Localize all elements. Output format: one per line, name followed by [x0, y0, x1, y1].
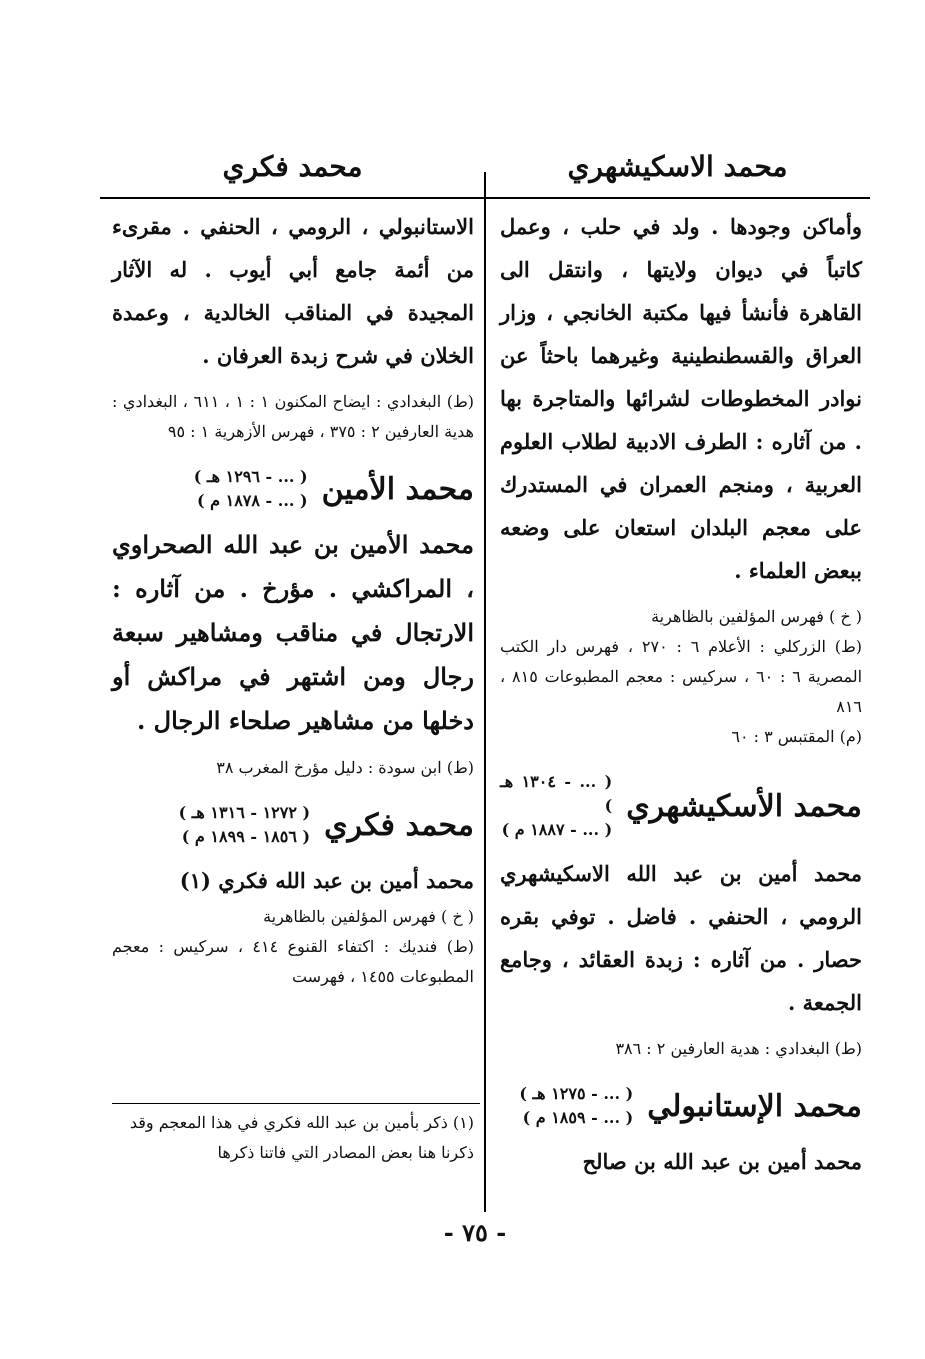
footnote: (١) ذكر بأمين بن عبد الله فكري في هذا المعجم وقد ذكرنا هنا بعض المصادر التي فاتنا ذكرها — [129, 1113, 474, 1162]
column-divider — [484, 172, 486, 1212]
entry-dates — [179, 801, 311, 849]
right-intro-ref-1: ( خ ) فهرس المؤلفين بالظاهرية — [651, 607, 862, 626]
left-intro-ref: (ط) البغدادي : ايضاح المكنون ١ : ١ ، ٦١١ ، البغدادي : هدية العارفين ٢ : ٣٧٥ ، فهرس الأزهرية ١ : ٩٥ — [112, 392, 475, 441]
entry-date-gregorian: ( ١٨٥٦ - ١٨٩٩ م ) — [181, 827, 311, 846]
entry-name: محمد الأسكيشهري — [626, 788, 862, 824]
entry-date-hijri: ( ... - ١٣٠٤ هـ ) — [500, 772, 613, 815]
entry-body: محمد أمين بن عبد الله الاسكيشهري الرومي ، الحنفي . فاضل . توفي بقره حصار . من آثاره : زبدة العقائد ، وجامع الجمعة . — [500, 861, 862, 1015]
right-column — [500, 205, 862, 1183]
entry-body: محمد أمين بن عبد الله فكري (١) — [179, 868, 474, 893]
entry-name: محمد الأمين — [321, 471, 474, 507]
right-column-header: محمد الاسكيشهري — [567, 150, 788, 183]
entry-body: محمد أمين بن عبد الله بن صالح — [582, 1149, 862, 1174]
entry-name: محمد الإستانبولي — [647, 1088, 862, 1124]
entry-body: محمد الأمين بن عبد الله الصحراوي ، المراكشي . مؤرخ . من آثاره : الارتجال في مناقب ومشاهير سبعة رجال ومن اشتهر في مراكش أو دخلها من مشاهير صلحاء الرجال . — [112, 530, 474, 735]
right-intro-text: وأماكن وجودها . ولد في حلب ، وعمل كاتباً في ديوان ولايتها ، وانتقل الى القاهرة فأنشأ فيها مكتبة الخانجي ، وزار العراق والقسطنطينية وغيرهما باحثاً عن نوادر المخطوطات لشرائها والمتاجرة بها . من آثاره : الطرف الادبية لطلاب العلوم العربية ، ومنجم العمران في المستدرك على معجم البلدان استعان على وضعه ببعض العلماء . — [500, 214, 862, 583]
entry-date-gregorian: ( ... - ١٨٨٧ م ) — [501, 820, 613, 839]
entry-ref: (ط) ابن سودة : دليل مؤرخ المغرب ٣٨ — [216, 758, 474, 777]
right-intro-ref-2: (ط) الزركلي : الأعلام ٦ : ٢٧٠ ، فهرس دار الكتب المصرية ٦ : ٦٠ ، سركيس : معجم المطبوعات ٨١٥ ، ٨١٦ — [500, 637, 863, 716]
entry-dates — [500, 770, 612, 842]
footnote-separator — [112, 1103, 480, 1104]
entry-date-hijri: ( ١٢٧٢ - ١٣١٦ هـ ) — [178, 803, 311, 822]
entry-dates — [194, 465, 308, 513]
entry-date-hijri: ( ... - ١٢٧٥ هـ ) — [519, 1084, 634, 1103]
entry-header — [112, 465, 474, 513]
left-column — [112, 205, 474, 992]
entry-date-hijri: ( ... - ١٢٩٦ هـ ) — [193, 467, 308, 486]
entry-date-gregorian: ( ... - ١٨٥٩ م ) — [522, 1108, 634, 1127]
entry-dates — [519, 1082, 633, 1130]
right-intro-ref-3: (م) المقتبس ٣ : ٦٠ — [731, 727, 862, 746]
entry-ref: (ط) فنديك : اكتفاء القنوع ٤١٤ ، سركيس : معجم المطبوعات ١٤٥٥ ، فهرست — [112, 937, 474, 986]
entry-ref: ( خ ) فهرس المؤلفين بالظاهرية — [263, 907, 474, 926]
entry-header — [112, 801, 474, 849]
page-number: - ٧٥ - — [443, 1218, 507, 1247]
entry-header — [500, 1082, 862, 1130]
entry-ref: (ط) البغدادي : هدية العارفين ٢ : ٣٨٦ — [615, 1039, 862, 1058]
entry-header — [500, 770, 862, 842]
left-column-header: محمد فكري — [222, 150, 363, 183]
entry-date-gregorian: ( ... - ١٨٧٨ م ) — [196, 491, 308, 510]
left-intro-text: الاستانبولي ، الرومي ، الحنفي . مقرىء من أئمة جامع أبي أيوب . له الآثار المجيدة في المناقب الخالدية ، وعمدة الخلان في شرح زبدة العرفان . — [112, 214, 474, 368]
entry-name: محمد فكري — [324, 807, 474, 843]
